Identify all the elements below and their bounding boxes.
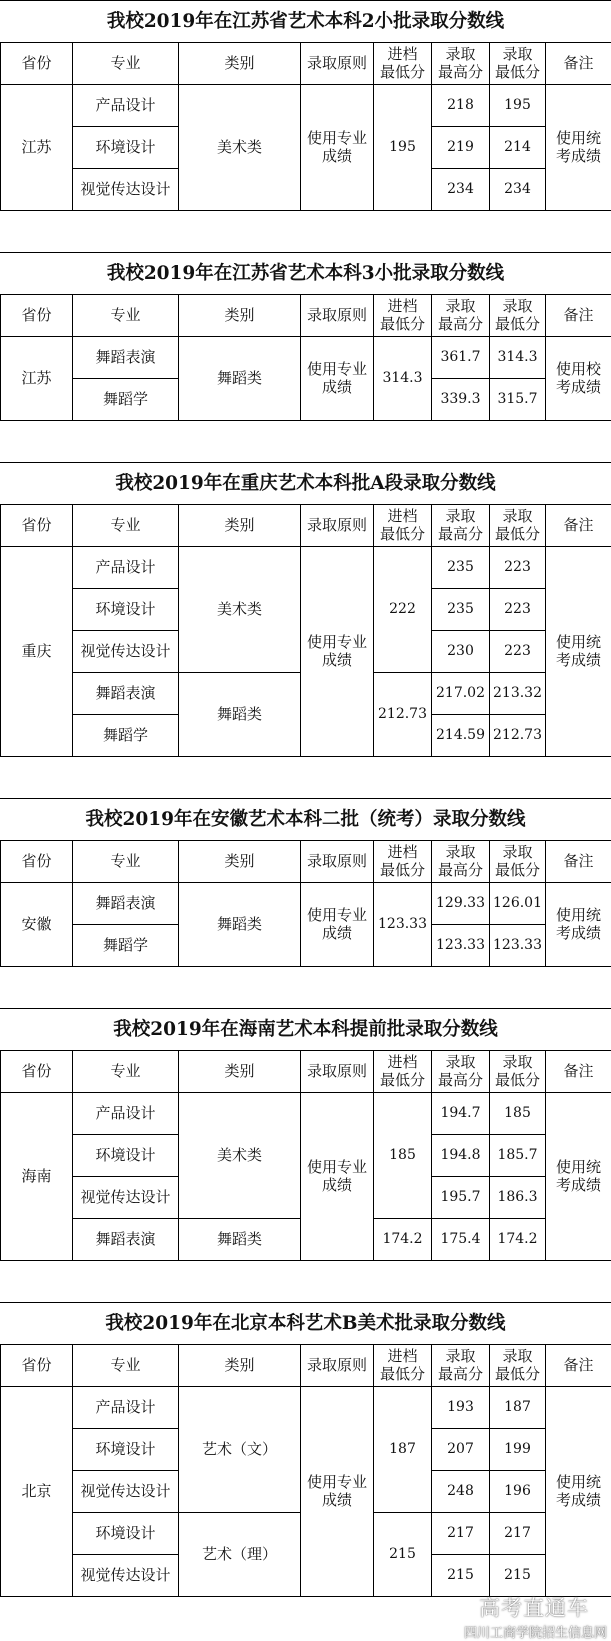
section-title: 我校2019年在安徽艺术本科二批（统考）录取分数线 — [0, 798, 611, 840]
min-score-cell: 234 — [490, 169, 546, 211]
note-cell: 使用统 考成绩 — [546, 85, 611, 211]
major-cell: 环境设计 — [73, 1135, 179, 1177]
max-score-cell: 361.7 — [432, 337, 490, 379]
min-score-cell: 223 — [490, 631, 546, 673]
min-score-cell: 212.73 — [490, 715, 546, 757]
score-table — [0, 840, 611, 967]
province-cell: 安徽 — [1, 883, 73, 967]
watermark-main: 高考直通车 — [479, 1592, 589, 1622]
min-enter-cell: 314.3 — [374, 337, 432, 421]
max-score-cell: 230 — [432, 631, 490, 673]
header-max-admit: 录取 最高分 — [432, 1345, 490, 1387]
min-score-cell: 123.33 — [490, 925, 546, 967]
header-min-enter: 进档 最低分 — [374, 505, 432, 547]
header-max-admit: 录取 最高分 — [432, 43, 490, 85]
header-row — [1, 1051, 611, 1093]
header-category: 类别 — [179, 505, 301, 547]
max-score-cell: 193 — [432, 1387, 490, 1429]
major-cell: 产品设计 — [73, 85, 179, 127]
header-major: 专业 — [73, 1345, 179, 1387]
max-score-cell: 194.8 — [432, 1135, 490, 1177]
major-cell: 产品设计 — [73, 547, 179, 589]
table-row — [1, 547, 611, 589]
header-max-admit: 录取 最高分 — [432, 505, 490, 547]
header-min-enter: 进档 最低分 — [374, 1051, 432, 1093]
max-score-cell: 235 — [432, 589, 490, 631]
major-cell: 舞蹈表演 — [73, 673, 179, 715]
note-cell: 使用校 考成绩 — [546, 337, 611, 421]
score-table — [0, 1344, 611, 1597]
header-major: 专业 — [73, 505, 179, 547]
min-score-cell: 214 — [490, 127, 546, 169]
major-cell: 视觉传达设计 — [73, 1471, 179, 1513]
header-principle: 录取原则 — [301, 505, 374, 547]
note-cell: 使用统 考成绩 — [546, 1387, 611, 1597]
category-cell: 艺术（文） — [179, 1387, 301, 1513]
header-principle: 录取原则 — [301, 295, 374, 337]
principle-cell: 使用专业 成绩 — [301, 1093, 374, 1261]
header-note: 备注 — [546, 43, 611, 85]
header-min-admit: 录取 最低分 — [490, 1345, 546, 1387]
max-score-cell: 218 — [432, 85, 490, 127]
major-cell: 产品设计 — [73, 1093, 179, 1135]
table-row — [1, 85, 611, 127]
major-cell: 舞蹈表演 — [73, 1219, 179, 1261]
min-score-cell: 315.7 — [490, 379, 546, 421]
header-principle: 录取原则 — [301, 841, 374, 883]
header-note: 备注 — [546, 1345, 611, 1387]
header-major: 专业 — [73, 43, 179, 85]
header-category: 类别 — [179, 841, 301, 883]
header-major: 专业 — [73, 1051, 179, 1093]
min-enter-cell: 187 — [374, 1387, 432, 1513]
principle-cell: 使用专业 成绩 — [301, 883, 374, 967]
major-cell: 视觉传达设计 — [73, 1555, 179, 1597]
min-score-cell: 174.2 — [490, 1219, 546, 1261]
major-cell: 舞蹈学 — [73, 925, 179, 967]
note-cell: 使用统 考成绩 — [546, 883, 611, 967]
header-row — [1, 841, 611, 883]
header-row — [1, 1345, 611, 1387]
category-cell: 舞蹈类 — [179, 883, 301, 967]
major-cell: 环境设计 — [73, 127, 179, 169]
score-table — [0, 1050, 611, 1261]
header-province: 省份 — [1, 295, 73, 337]
min-enter-cell: 222 — [374, 547, 432, 673]
province-cell: 江苏 — [1, 85, 73, 211]
province-cell: 海南 — [1, 1093, 73, 1261]
header-province: 省份 — [1, 1345, 73, 1387]
principle-cell: 使用专业 成绩 — [301, 337, 374, 421]
major-cell: 环境设计 — [73, 1513, 179, 1555]
header-major: 专业 — [73, 295, 179, 337]
max-score-cell: 195.7 — [432, 1177, 490, 1219]
header-note: 备注 — [546, 295, 611, 337]
category-cell: 舞蹈类 — [179, 1219, 301, 1261]
header-category: 类别 — [179, 1345, 301, 1387]
min-enter-cell: 123.33 — [374, 883, 432, 967]
section-title: 我校2019年在江苏省艺术本科2小批录取分数线 — [0, 0, 611, 42]
header-note: 备注 — [546, 841, 611, 883]
blank-row — [0, 756, 611, 799]
min-score-cell: 199 — [490, 1429, 546, 1471]
min-score-cell: 195 — [490, 85, 546, 127]
header-province: 省份 — [1, 505, 73, 547]
major-cell: 舞蹈学 — [73, 715, 179, 757]
min-score-cell: 186.3 — [490, 1177, 546, 1219]
min-score-cell: 217 — [490, 1513, 546, 1555]
province-cell: 重庆 — [1, 547, 73, 757]
blank-row — [0, 1260, 611, 1303]
min-score-cell: 187 — [490, 1387, 546, 1429]
category-cell: 美术类 — [179, 547, 301, 673]
min-enter-cell: 212.73 — [374, 673, 432, 757]
score-table — [0, 42, 611, 211]
principle-cell: 使用专业 成绩 — [301, 85, 374, 211]
category-cell: 美术类 — [179, 1093, 301, 1219]
max-score-cell: 234 — [432, 169, 490, 211]
header-row — [1, 295, 611, 337]
min-score-cell: 215 — [490, 1555, 546, 1597]
header-min-enter: 进档 最低分 — [374, 43, 432, 85]
section-title: 我校2019年在重庆艺术本科批A段录取分数线 — [0, 462, 611, 504]
max-score-cell: 235 — [432, 547, 490, 589]
major-cell: 环境设计 — [73, 1429, 179, 1471]
major-cell: 舞蹈表演 — [73, 337, 179, 379]
max-score-cell: 207 — [432, 1429, 490, 1471]
table-row — [1, 1093, 611, 1135]
header-min-enter: 进档 最低分 — [374, 841, 432, 883]
watermark-source: 四川工商学院招生信息网 — [464, 1622, 607, 1641]
principle-cell: 使用专业 成绩 — [301, 547, 374, 757]
major-cell: 舞蹈学 — [73, 379, 179, 421]
min-enter-cell: 185 — [374, 1093, 432, 1219]
category-cell: 艺术（理） — [179, 1513, 301, 1597]
min-enter-cell: 174.2 — [374, 1219, 432, 1261]
major-cell: 产品设计 — [73, 1387, 179, 1429]
max-score-cell: 248 — [432, 1471, 490, 1513]
header-row — [1, 43, 611, 85]
table-row — [1, 883, 611, 925]
min-score-cell: 223 — [490, 589, 546, 631]
header-category: 类别 — [179, 1051, 301, 1093]
header-min-admit: 录取 最低分 — [490, 295, 546, 337]
header-max-admit: 录取 最高分 — [432, 295, 490, 337]
score-table — [0, 294, 611, 421]
header-province: 省份 — [1, 1051, 73, 1093]
header-province: 省份 — [1, 841, 73, 883]
score-table — [0, 504, 611, 757]
category-cell: 舞蹈类 — [179, 337, 301, 421]
min-score-cell: 126.01 — [490, 883, 546, 925]
max-score-cell: 217.02 — [432, 673, 490, 715]
header-max-admit: 录取 最高分 — [432, 1051, 490, 1093]
header-principle: 录取原则 — [301, 1345, 374, 1387]
major-cell: 视觉传达设计 — [73, 169, 179, 211]
min-score-cell: 185 — [490, 1093, 546, 1135]
min-score-cell: 223 — [490, 547, 546, 589]
header-row — [1, 505, 611, 547]
province-cell: 北京 — [1, 1387, 73, 1597]
major-cell: 舞蹈表演 — [73, 883, 179, 925]
header-principle: 录取原则 — [301, 43, 374, 85]
header-province: 省份 — [1, 43, 73, 85]
header-note: 备注 — [546, 505, 611, 547]
max-score-cell: 129.33 — [432, 883, 490, 925]
major-cell: 环境设计 — [73, 589, 179, 631]
principle-cell: 使用专业 成绩 — [301, 1387, 374, 1597]
header-category: 类别 — [179, 295, 301, 337]
min-score-cell: 213.32 — [490, 673, 546, 715]
section-title: 我校2019年在江苏省艺术本科3小批录取分数线 — [0, 252, 611, 294]
max-score-cell: 123.33 — [432, 925, 490, 967]
category-cell: 美术类 — [179, 85, 301, 211]
min-enter-cell: 215 — [374, 1513, 432, 1597]
max-score-cell: 217 — [432, 1513, 490, 1555]
min-score-cell: 185.7 — [490, 1135, 546, 1177]
min-enter-cell: 195 — [374, 85, 432, 211]
header-min-admit: 录取 最低分 — [490, 505, 546, 547]
category-cell: 舞蹈类 — [179, 673, 301, 757]
section-title: 我校2019年在海南艺术本科提前批录取分数线 — [0, 1008, 611, 1050]
header-min-admit: 录取 最低分 — [490, 1051, 546, 1093]
note-cell: 使用统 考成绩 — [546, 547, 611, 757]
header-note: 备注 — [546, 1051, 611, 1093]
major-cell: 视觉传达设计 — [73, 1177, 179, 1219]
section-title: 我校2019年在北京本科艺术B美术批录取分数线 — [0, 1302, 611, 1344]
max-score-cell: 339.3 — [432, 379, 490, 421]
province-cell: 江苏 — [1, 337, 73, 421]
min-score-cell: 196 — [490, 1471, 546, 1513]
max-score-cell: 219 — [432, 127, 490, 169]
table-row — [1, 337, 611, 379]
header-min-admit: 录取 最低分 — [490, 43, 546, 85]
header-max-admit: 录取 最高分 — [432, 841, 490, 883]
header-principle: 录取原则 — [301, 1051, 374, 1093]
header-min-enter: 进档 最低分 — [374, 295, 432, 337]
max-score-cell: 194.7 — [432, 1093, 490, 1135]
table-row — [1, 1387, 611, 1429]
header-min-admit: 录取 最低分 — [490, 841, 546, 883]
max-score-cell: 215 — [432, 1555, 490, 1597]
header-major: 专业 — [73, 841, 179, 883]
max-score-cell: 214.59 — [432, 715, 490, 757]
header-category: 类别 — [179, 43, 301, 85]
major-cell: 视觉传达设计 — [73, 631, 179, 673]
header-min-enter: 进档 最低分 — [374, 1345, 432, 1387]
min-score-cell: 314.3 — [490, 337, 546, 379]
max-score-cell: 175.4 — [432, 1219, 490, 1261]
note-cell: 使用统 考成绩 — [546, 1093, 611, 1261]
